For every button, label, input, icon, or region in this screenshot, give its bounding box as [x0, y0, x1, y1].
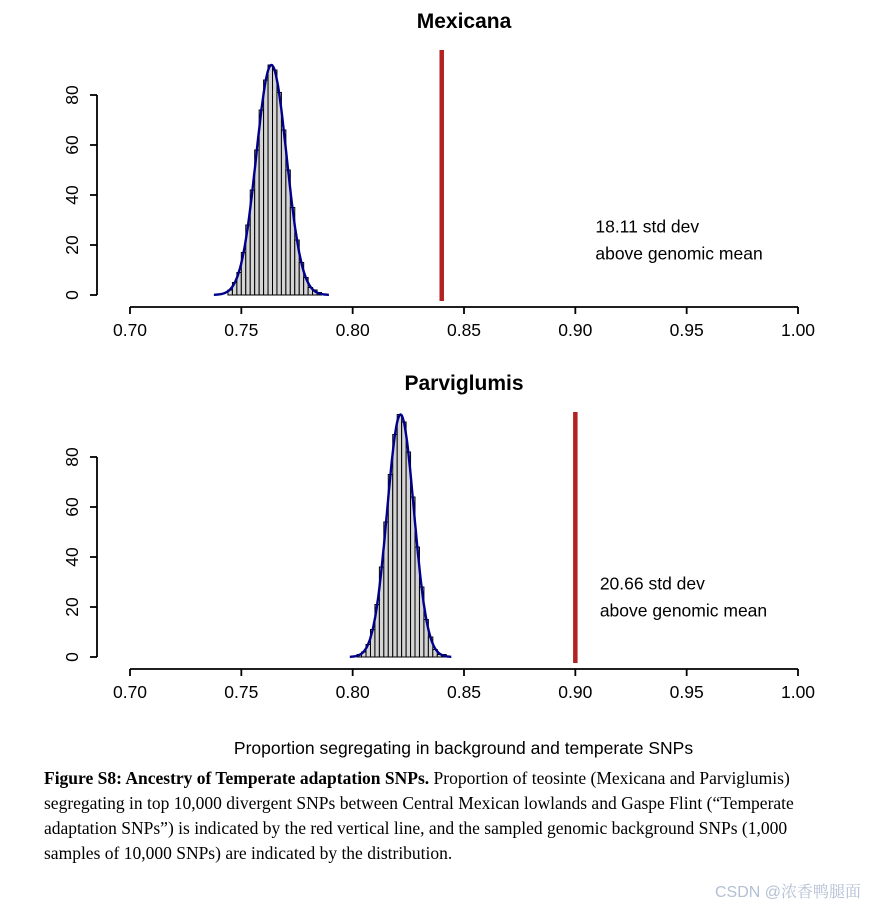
histogram-bar: [406, 452, 410, 657]
x-tick-label: 0.95: [669, 682, 704, 702]
x-tick-label: 0.90: [558, 320, 593, 340]
std-dev-annotation: above genomic mean: [595, 243, 763, 264]
histogram-bar: [259, 110, 263, 295]
histogram-bar: [393, 435, 397, 658]
watermark: CSDN @浓香鸭腿面: [714, 884, 861, 901]
histogram-bar: [402, 422, 406, 657]
std-dev-annotation: above genomic mean: [599, 600, 768, 621]
std-dev-annotation: 20.66 std dev: [599, 573, 705, 594]
x-tick-label: 0.70: [112, 682, 148, 702]
y-tick-label: 0: [62, 652, 82, 662]
histogram-bars: [357, 415, 446, 658]
y-tick-label: 20: [62, 235, 82, 255]
histogram-bar: [281, 130, 285, 295]
y-tick-label: 80: [62, 447, 82, 467]
figure-caption: [44, 766, 844, 866]
y-tick-label: 20: [62, 597, 82, 617]
histogram-bar: [397, 415, 401, 658]
y-tick-label: 40: [62, 185, 82, 205]
histogram-bar: [277, 93, 281, 296]
x-tick-label: 0.75: [224, 320, 259, 340]
x-tick-label: 0.85: [446, 682, 482, 702]
y-tick-label: 60: [62, 497, 82, 517]
histogram-bar: [273, 70, 277, 295]
y-tick-label: 40: [62, 547, 82, 567]
caption-body: Proportion of teosinte (Mexicana and Parviglumis) segregating in top 10,000 divergent SNPs between Central Mexican lowlands and Gaspe Flint (“Temperate adaptation SNPs”) is indicated by the red vertical line, and the sampled genomic background SNPs (1,000 samples of 10,000 SNPs) are indicated by the distribution.: [44, 768, 794, 863]
chart-title: Parviglumis: [404, 372, 524, 395]
chart-title: Mexicana: [416, 10, 512, 33]
chart-parviglumis: [0, 362, 875, 724]
x-tick-label: 0.70: [112, 320, 148, 340]
std-dev-annotation: 18.11 std dev: [595, 216, 700, 237]
caption-title: Figure S8: Ancestry of Temperate adaptation SNPs.: [44, 768, 430, 788]
x-tick-label: 0.90: [558, 682, 593, 702]
x-tick-label: 0.85: [446, 320, 482, 340]
y-tick-label: 60: [62, 135, 82, 155]
x-tick-label: 1.00: [780, 320, 816, 340]
chart-mexicana: [0, 0, 875, 362]
x-tick-label: 0.80: [335, 682, 370, 702]
histogram-bar: [268, 65, 272, 295]
histogram-bar: [264, 80, 268, 295]
x-tick-label: 0.80: [335, 320, 370, 340]
y-tick-label: 0: [62, 290, 82, 300]
y-tick-label: 80: [62, 85, 82, 105]
x-tick-label: 0.95: [669, 320, 704, 340]
x-tick-label: 0.75: [224, 682, 259, 702]
x-axis-label: Proportion segregating in background and temperate SNPs: [233, 738, 694, 758]
x-tick-label: 1.00: [780, 682, 816, 702]
